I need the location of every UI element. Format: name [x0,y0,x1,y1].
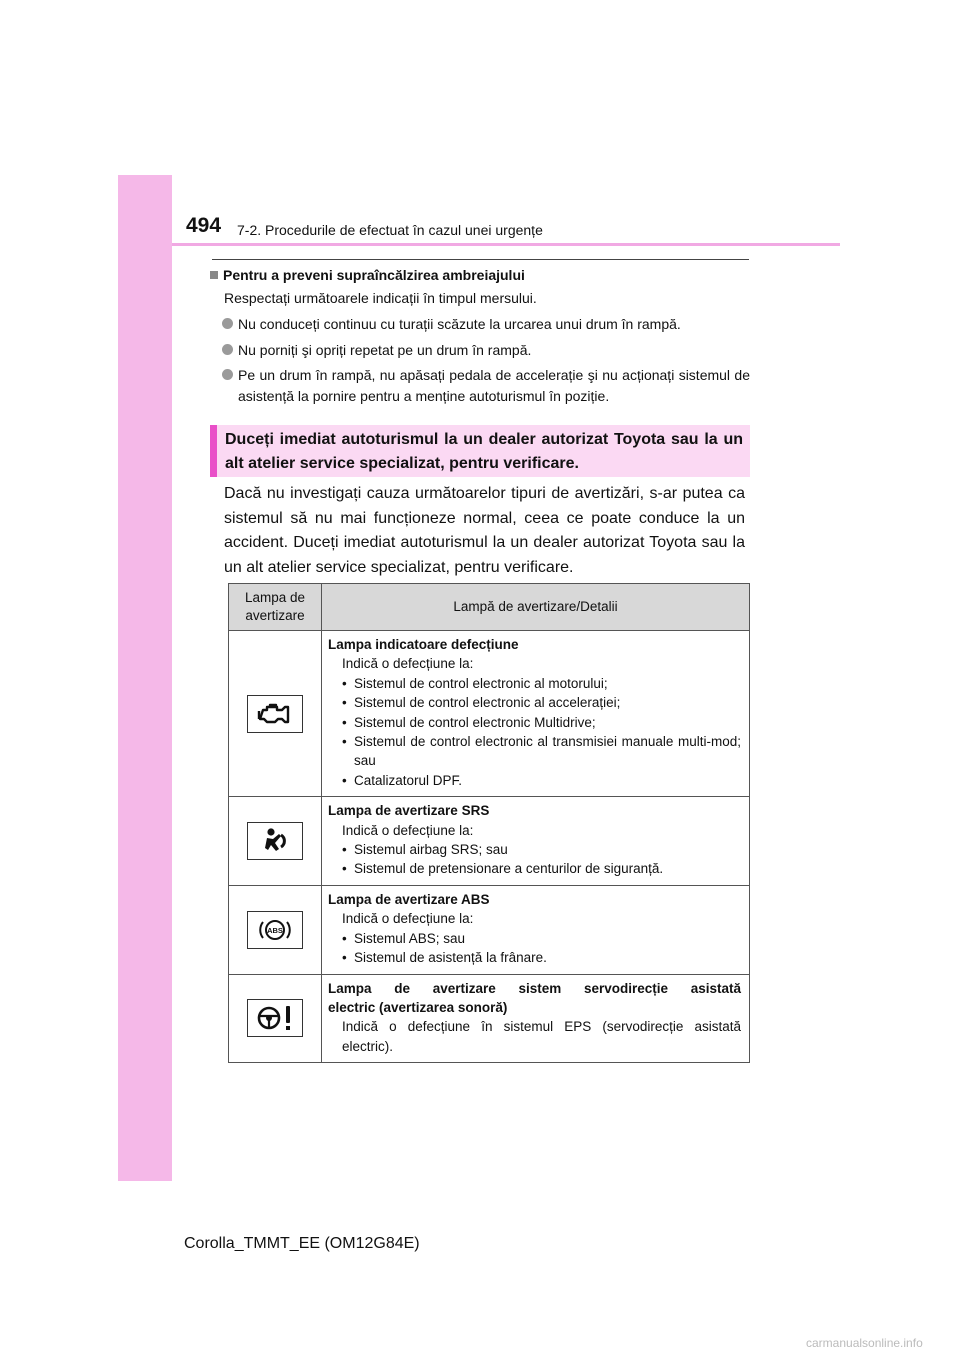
table-header-row [229,584,750,631]
side-tab-bar [118,175,172,1181]
details-cell [322,974,750,1063]
circle-bullet-icon [222,344,233,355]
lamp-intro: Indică o defecțiune la: [342,911,474,927]
lamp-cell [229,797,322,886]
warning-lamps-table [228,583,750,1063]
table-row [229,631,750,797]
lamp-cell [229,631,322,797]
list-item: Nu porniți şi opriți repetat pe un drum în rampă. [222,340,750,361]
page-number: 494 [186,214,222,237]
callout-text: Duceți imediat autoturismul la un dealer autorizat Toyota sau la un alt atelier service specializat, pentru verificare. [225,431,743,472]
lamp-title: Lampa de avertizare ABS [328,891,490,907]
square-bullet-icon [210,271,218,279]
list-item: • Sistemul de asistență la frânare. [328,948,741,967]
lamp-cell [229,885,322,974]
details-cell [322,797,750,886]
lamp-title: Lampa de avertizare SRS [328,803,490,819]
body-paragraph: Dacă nu investigați cauza următoarelor tipuri de avertizări, s-ar putea ca sistemul să nu mai funcționeze normal, ceea ce poate conduce la un accident. Duceți imediat autoturismul la un dealer autorizat Toyota sau la un alt atelier service specializat, pentru verificare. [224,485,745,576]
callout-accent [210,425,217,477]
list-item: • Sistemul de pretensionare a centurilor de siguranță. [328,859,741,878]
section-heading: Pentru a preveni supraîncălzirea ambreiajului [210,267,525,283]
chapter-title: 7-2. Procedurile de efectuat în cazul unei urgențe [237,222,543,238]
watermark: carmanualsonline.info [806,1336,923,1350]
callout-box [210,425,750,477]
lamp-intro: Indică o defecțiune în sistemul EPS (servodirecție asistată electric). [342,1019,741,1054]
table-header: Lampa de avertizare [229,584,322,631]
list-item: • Sistemul de control electronic al accelerației; [328,693,741,712]
section-intro: Respectați următoarele indicații în timpul mersului. [224,290,537,306]
srs-airbag-icon [247,822,303,860]
section-divider [212,259,749,260]
header-rule [172,243,840,246]
list-item: • Sistemul de control electronic al motorului; [328,674,741,693]
table-header: Lampă de avertizare/Detalii [322,584,750,631]
lamp-title-cont: electric (avertizarea sonoră) [328,999,508,1015]
circle-bullet-icon [222,369,233,380]
list-item: Pe un drum în rampă, nu apăsați pedala de accelerație şi nu acționați sistemul de asistență la pornire pentru a menține autoturismul în poziție. [222,365,750,407]
circle-bullet-icon [222,318,233,329]
abs-icon [247,911,303,949]
list-item: • Sistemul de control electronic Multidrive; [328,713,741,732]
details-cell [322,631,750,797]
lamp-title: Lampa de avertizare sistem servodirecție asistată [328,980,741,996]
lamp-intro: Indică o defecțiune la: [342,822,474,838]
lamp-cell [229,974,322,1063]
table-row [229,885,750,974]
list-item: Nu conduceți continuu cu turații scăzute la urcarea unui drum în rampă. [222,314,750,335]
power-steering-warning-icon [247,999,303,1037]
list-item: • Sistemul de control electronic al transmisiei manuale multi-mod; sau [328,732,741,771]
lamp-title: Lampa indicatoare defecțiune [328,637,519,652]
footer-model-code: Corolla_TMMT_EE (OM12G84E) [184,1235,420,1252]
table-row [229,974,750,1063]
check-engine-icon [247,695,303,733]
table-row [229,797,750,886]
abs-icon-label: ABS [267,925,283,935]
details-cell [322,885,750,974]
list-item: • Sistemul airbag SRS; sau [328,840,741,859]
lamp-intro: Indică o defecțiune la: [342,656,474,672]
list-item: • Sistemul ABS; sau [328,929,741,948]
list-item: • Catalizatorul DPF. [328,771,741,790]
